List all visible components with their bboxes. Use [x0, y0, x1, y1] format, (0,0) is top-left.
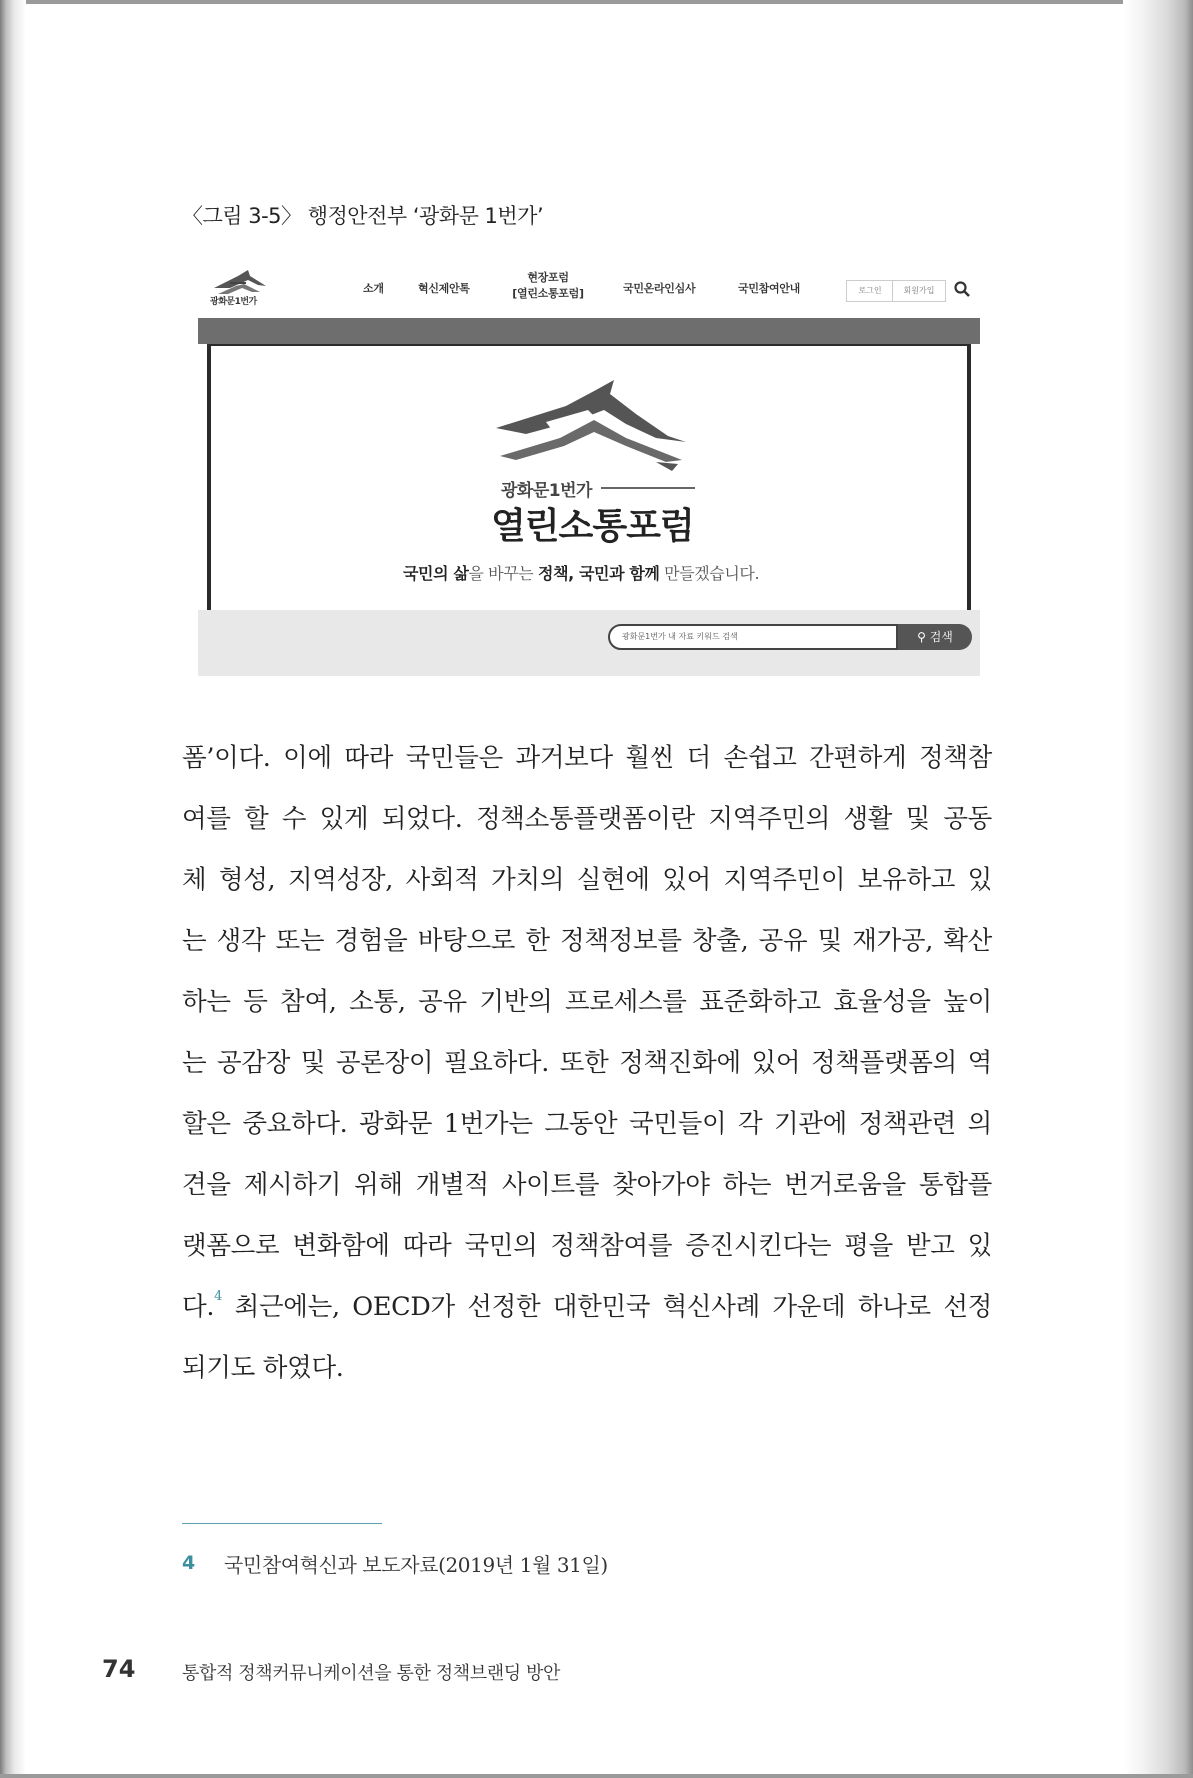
signup-button[interactable]: 회원가입	[892, 280, 946, 302]
nav-item-field-forum-line1: 현장포럼	[527, 271, 569, 284]
nav-item-participation-guide[interactable]: 국민참여안내	[738, 282, 800, 295]
body-line: 되기도 하였다.	[182, 1353, 344, 1383]
site-header	[198, 258, 980, 318]
roof-emblem-icon	[486, 376, 696, 471]
page-right-edge	[1123, 0, 1193, 1778]
footnote-number: 4	[182, 1552, 196, 1574]
footnote-marker[interactable]: 4	[214, 1288, 223, 1304]
body-line-start: 다.	[182, 1292, 215, 1322]
body-line: 는 공감장 및 공론장이 필요하다. 또한 정책진화에 있어 정책플랫폼의 역	[182, 1048, 992, 1078]
nav-item-about[interactable]: 소개	[363, 282, 384, 295]
page-number: 74	[102, 1655, 136, 1683]
body-line: 견을 제시하기 위해 개별적 사이트를 찾아가야 하는 번거로움을 통합플	[182, 1170, 992, 1200]
figure-caption: 〈그림 3-5〉 행정안전부 ‘광화문 1번가’	[182, 204, 544, 228]
hero-subtitle: 광화문1번가	[501, 481, 592, 501]
running-title: 통합적 정책커뮤니케이션을 통한 정책브랜딩 방안	[182, 1663, 561, 1684]
search-placeholder: 광화문1번가 내 자료 키워드 검색	[622, 632, 738, 641]
page-left-edge	[0, 0, 26, 1778]
hero-title: 열린소통포럼	[491, 506, 694, 547]
website-screenshot-figure	[198, 258, 980, 676]
hero-tagline	[403, 561, 759, 584]
hero-banner	[207, 344, 971, 610]
body-line: 체 형성, 지역성장, 사회적 가치의 실현에 있어 지역주민이 보유하고 있	[182, 865, 992, 895]
search-icon[interactable]	[953, 280, 971, 298]
footnote-text: 국민참여혁신과 보도자료(2019년 1월 31일)	[224, 1553, 608, 1577]
header-divider-bar	[198, 318, 980, 344]
nav-item-online-review[interactable]: 국민온라인심사	[623, 282, 696, 295]
tagline-part-4: 만들겠습니다.	[659, 564, 760, 583]
site-search-button[interactable]: ⚲ 검색	[898, 624, 972, 650]
body-line-with-footnote	[182, 1287, 992, 1323]
tagline-part-2: 을 바꾸는	[468, 564, 539, 583]
body-line: 하는 등 참여, 소통, 공유 기반의 프로세스를 표준화하고 효율성을 높이	[182, 987, 992, 1017]
nav-item-innovation-talk[interactable]: 혁신제안톡	[418, 282, 470, 295]
hero-subtitle-rule	[601, 487, 695, 489]
site-search-input[interactable]	[608, 624, 898, 650]
login-button[interactable]: 로그인	[846, 280, 894, 302]
logo-text: 광화문1번가	[210, 297, 257, 307]
nav-item-field-forum-line2: [열린소통포럼]	[512, 287, 584, 300]
body-line: 할은 중요하다. 광화문 1번가는 그동안 국민들이 각 기관에 정책관련 의	[182, 1109, 992, 1139]
tagline-part-1: 국민의 삶	[403, 564, 469, 583]
body-line-rest: 최근에는, OECD가 선정한 대한민국 혁신사례 가운데 하나로 선정	[234, 1292, 993, 1322]
body-line: 폼’이다. 이에 따라 국민들은 과거보다 훨씬 더 손쉽고 간편하게 정책참	[182, 743, 992, 773]
page-bottom-edge	[0, 1774, 1193, 1778]
body-line: 여를 할 수 있게 되었다. 정책소통플랫폼이란 지역주민의 생활 및 공동	[182, 804, 992, 834]
body-line: 랫폼으로 변화함에 따라 국민의 정책참여를 증진시킨다는 평을 받고 있	[182, 1231, 992, 1261]
site-search-strip	[198, 610, 980, 676]
tagline-part-3: 정책, 국민과 함께	[538, 564, 660, 583]
page-top-edge	[0, 0, 1193, 4]
footnote-rule	[182, 1523, 382, 1524]
search-button-label: 검색	[929, 630, 953, 644]
nav-item-field-forum[interactable]	[508, 270, 588, 302]
body-line: 는 생각 또는 경험을 바탕으로 한 정책정보를 창출, 공유 및 재가공, 확산	[182, 926, 992, 956]
